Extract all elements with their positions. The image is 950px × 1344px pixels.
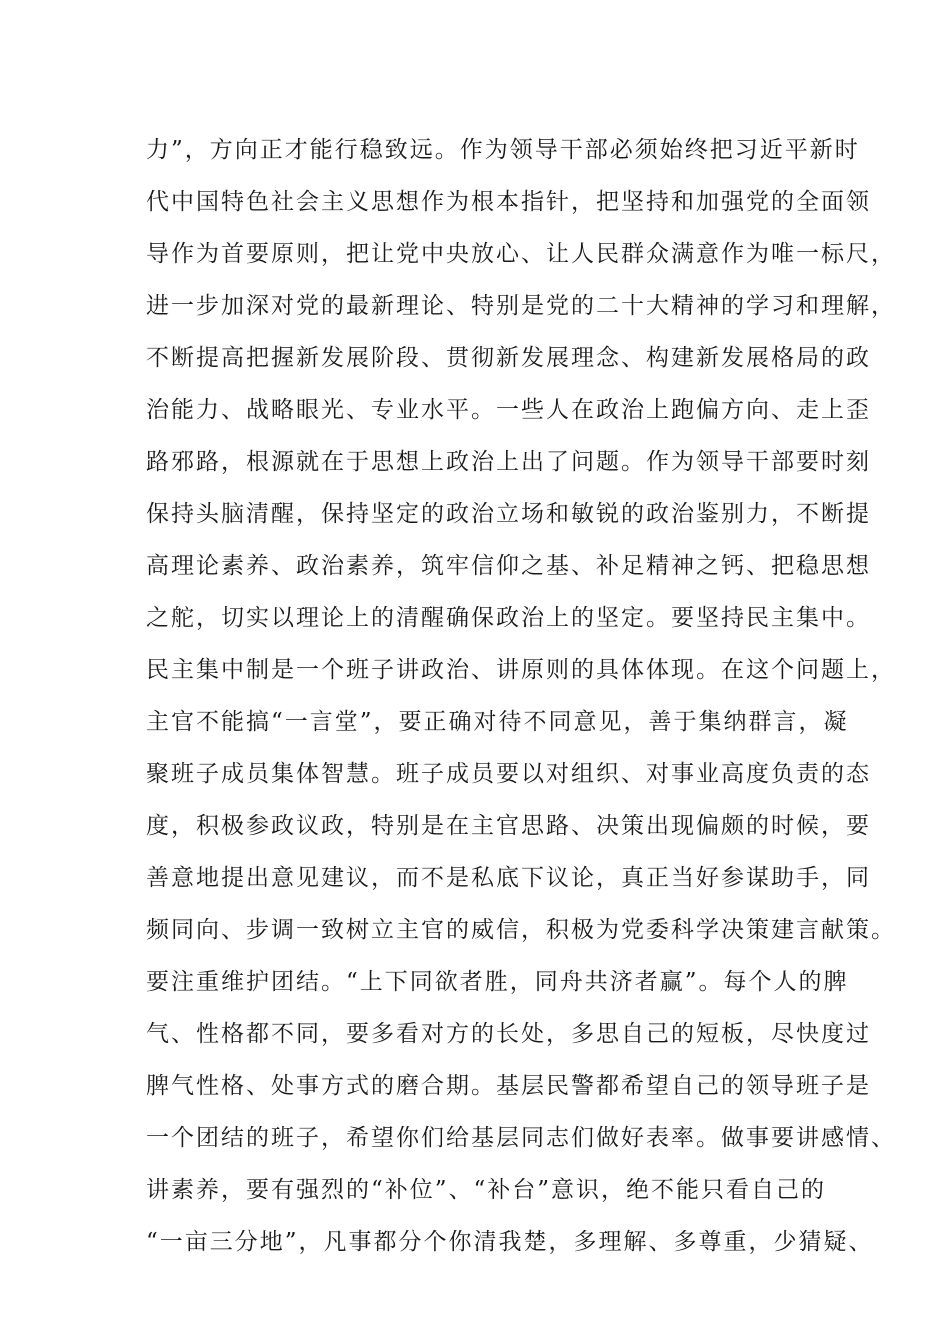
text-line: 善意地提出意见建议，而不是私底下议论，真正当好参谋助手，同	[146, 865, 871, 891]
text-line: 之舵，切实以理论上的清醒确保政治上的坚定。要坚持民主集中。	[146, 605, 871, 631]
text-line: 频同向、步调一致树立主官的威信，积极为党委科学决策建言献策。	[146, 917, 896, 943]
text-line: 民主集中制是一个班子讲政治、讲原则的具体体现。在这个问题上，	[146, 657, 896, 683]
text-line: 高理论素养、政治素养，筑牢信仰之基、补足精神之钙、把稳思想	[146, 553, 871, 579]
text-line: 聚班子成员集体智慧。班子成员要以对组织、对事业高度负责的态	[146, 761, 871, 787]
text-line: 力”，方向正才能行稳致远。作为领导干部必须始终把习近平新时	[146, 137, 860, 163]
text-line: 路邪路，根源就在于思想上政治上出了问题。作为领导干部要时刻	[146, 449, 871, 475]
text-line: 要注重维护团结。“上下同欲者胜，同舟共济者赢”。每个人的脾	[146, 969, 849, 995]
body-text	[146, 128, 896, 1272]
text-line: 脾气性格、处事方式的磨合期。基层民警都希望自己的领导班子是	[146, 1073, 871, 1099]
text-line: 导作为首要原则，把让党中央放心、让人民群众满意作为唯一标尺，	[146, 241, 896, 267]
text-line: 不断提高把握新发展阶段、贯彻新发展理念、构建新发展格局的政	[146, 345, 871, 371]
text-line: 进一步加深对党的最新理论、特别是党的二十大精神的学习和理解，	[146, 293, 896, 319]
text-line: 保持头脑清醒，保持坚定的政治立场和敏锐的政治鉴别力，不断提	[146, 501, 871, 527]
text-line: 度，积极参政议政，特别是在主官思路、决策出现偏颇的时候，要	[146, 813, 871, 839]
text-line: 一个团结的班子，希望你们给基层同志们做好表率。做事要讲感情、	[146, 1125, 896, 1151]
text-line: 主官不能搞“一言堂”，要正确对待不同意见，善于集纳群言，凝	[146, 709, 849, 735]
text-line: 代中国特色社会主义思想作为根本指针，把坚持和加强党的全面领	[146, 189, 871, 215]
text-line: “一亩三分地”，凡事都分个你清我楚，多理解、多尊重，少猜疑、	[146, 1229, 874, 1255]
text-line: 讲素养，要有强烈的“补位”、“补台”意识，绝不能只看自己的	[146, 1177, 827, 1203]
text-line: 治能力、战略眼光、专业水平。一些人在政治上跑偏方向、走上歪	[146, 397, 871, 423]
text-line: 气、性格都不同，要多看对方的长处，多思自己的短板，尽快度过	[146, 1021, 871, 1047]
